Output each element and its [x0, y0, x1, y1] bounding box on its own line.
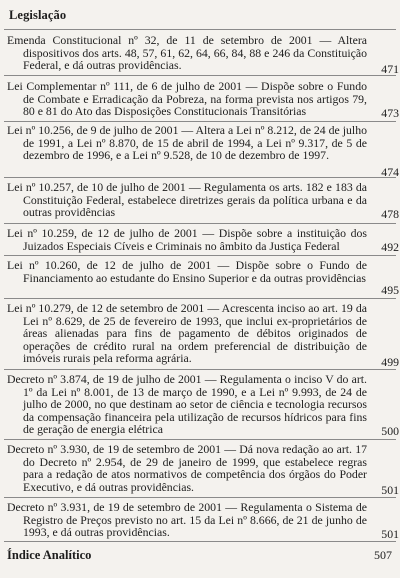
- divider: [4, 255, 396, 256]
- toc-entry: [7, 301, 399, 369]
- entry-text: Lei nº 10.256, de 9 de julho de 2001 — Altera a Lei nº 8.212, de 24 de julho de 1991, a Lei nº 8.870, de 15 de abril de 1994, a Lei nº 9.317, de 5 de dezembro de 1996, e a Lei nº 9.528, de 10 de dezembro de 1997.: [7, 123, 367, 163]
- entry-text: Decreto nº 3.931, de 19 de setembro de 2001 — Regulamenta o Sistema de Registro de Preços previsto no art. 15 da Lei nº 8.666, de 21 de junho de 1993, e dá outras providências.: [7, 500, 367, 540]
- entry-page-number: 471: [381, 62, 399, 76]
- entry-text: Emenda Constitucional nº 32, de 11 de setembro de 2001 — Altera dispositivos dos arts. 48, 57, 61, 62, 64, 66, 84, 88 e 246 da Constituição Federal, e dá outras providências.: [7, 33, 367, 73]
- toc-entry: [7, 33, 399, 76]
- entry-page-number: 495: [381, 283, 399, 297]
- divider: [4, 121, 396, 122]
- entry-text: Lei nº 10.279, de 12 de setembro de 2001 — Acrescenta inciso ao art. 19 da Lei nº 8.629, de 25 de fevereiro de 1993, que inclui ex-proprietários de áreas alienadas para fins de pagamento de débitos originados de operações de crédito rural na ordem preferencial de distribuição de imóveis rurais pela reforma agrária.: [7, 301, 367, 366]
- divider: [4, 29, 396, 30]
- entry-text: Lei Complementar nº 111, de 6 de julho de 2001 — Dispõe sobre o Fundo de Combate e Erradicação da Pobreza, na forma prevista nos artigos 79, 80 e 81 do Ato das Disposições Constitucionais Transitórias: [7, 79, 367, 119]
- entry-page-number: 501: [381, 483, 399, 497]
- entry-page-number: 501: [381, 527, 399, 541]
- entry-page-number: 499: [381, 355, 399, 369]
- divider: [4, 75, 396, 76]
- toc-entry: [7, 500, 399, 541]
- divider: [4, 439, 396, 440]
- toc-entry: [7, 372, 399, 438]
- divider: [4, 541, 396, 542]
- section-title: Legislação: [9, 8, 67, 22]
- entry-text: Lei nº 10.260, de 12 de julho de 2001 — Dispõe sobre o Fundo de Financiamento ao estudante do Ensino Superior e da outras providências: [7, 258, 367, 285]
- toc-entry: [7, 442, 399, 497]
- divider: [4, 298, 396, 299]
- index-title: Índice Analítico: [7, 548, 92, 562]
- entry-text: Lei nº 10.257, de 10 de julho de 2001 — Regulamenta os arts. 182 e 183 da Constituição Federal, estabelece diretrizes gerais da política urbana e da outras providências: [7, 180, 367, 220]
- entry-page-number: 500: [381, 424, 399, 438]
- toc-entry: [7, 226, 399, 254]
- toc-entry: [7, 79, 399, 120]
- toc-entry: [7, 180, 399, 221]
- entry-page-number: 473: [381, 106, 399, 120]
- divider: [4, 177, 396, 178]
- entry-page-number: 478: [381, 207, 399, 221]
- index-page-number: 507: [374, 548, 392, 562]
- divider: [4, 497, 396, 498]
- entry-page-number: 474: [381, 165, 399, 179]
- entry-page-number: 492: [381, 240, 399, 254]
- toc-entry: [7, 258, 399, 297]
- entry-text: Decreto nº 3.930, de 19 de setembro de 2001 — Dá nova redação ao art. 17 do Decreto nº 2.954, de 29 de janeiro de 1999, que estabelece regras para a redação de atos normativos de competência dos órgãos do Poder Executivo, e dá outras providências.: [7, 442, 367, 494]
- entry-text: Decreto nº 3.874, de 19 de julho de 2001 — Regulamenta o inciso V do art. 1º da Lei nº 8.001, de 13 de março de 1990, e a Lei nº 9.993, de 24 de julho de 2000, no que destinam ao setor de ciência e tecnologia recursos da compensação financeira pela utilização de recursos hídricos para fins de geração de energia elétrica: [7, 372, 367, 437]
- toc-entry: [7, 123, 399, 179]
- divider: [4, 223, 396, 224]
- entry-text: Lei nº 10.259, de 12 de julho de 2001 — Dispõe sobre a instituição dos Juizados Especiais Cíveis e Criminais no âmbito da Justiça Federal: [7, 226, 367, 253]
- divider: [4, 369, 396, 370]
